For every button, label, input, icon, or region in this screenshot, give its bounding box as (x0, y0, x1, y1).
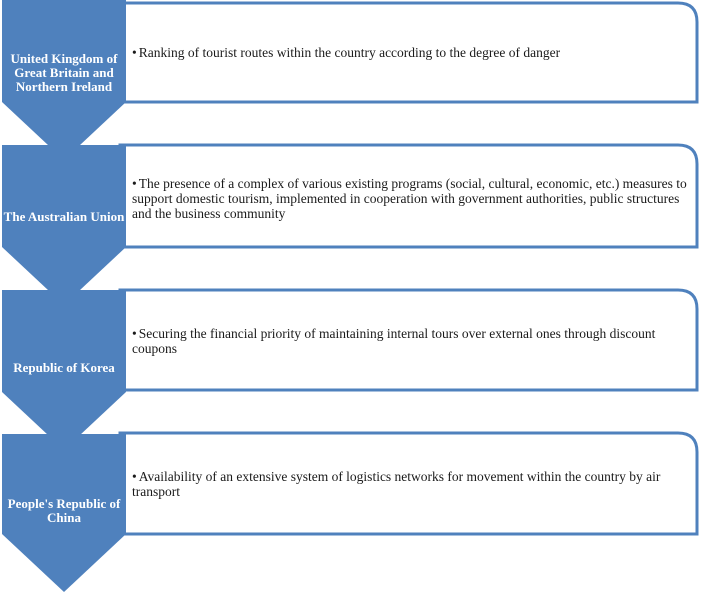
description-text-4: Availability of an extensive system of logistics networks for movement within the country by air transport (132, 469, 661, 499)
country-label-china: People's Republic of China (7, 496, 121, 525)
bullet-4: • (132, 469, 137, 484)
description-australian-union (132, 176, 692, 221)
bullet-2: • (132, 176, 137, 191)
bullet-1: • (132, 45, 137, 60)
description-united-kingdom (132, 45, 690, 60)
country-label-republic-of-korea: Republic of Korea (13, 360, 115, 375)
chevron-2 (2, 145, 126, 305)
description-text-1: Ranking of tourist routes within the country according to the degree of danger (138, 45, 561, 60)
country-label-australian-union: The Australian Union (3, 209, 125, 224)
country-label-united-kingdom: United Kingdom of Great Britain and Northern Ireland (10, 51, 118, 94)
description-china (132, 469, 692, 499)
description-republic-of-korea (132, 326, 692, 356)
description-text-3: Securing the financial priority of maintaining internal tours over external ones through discount coupons (132, 326, 656, 356)
bullet-3: • (132, 326, 137, 341)
description-text-2: The presence of a complex of various existing programs (social, cultural, economic, etc.) measures to support domestic tourism, implemented in cooperation with government authorities, public structures and the business community (132, 176, 687, 221)
